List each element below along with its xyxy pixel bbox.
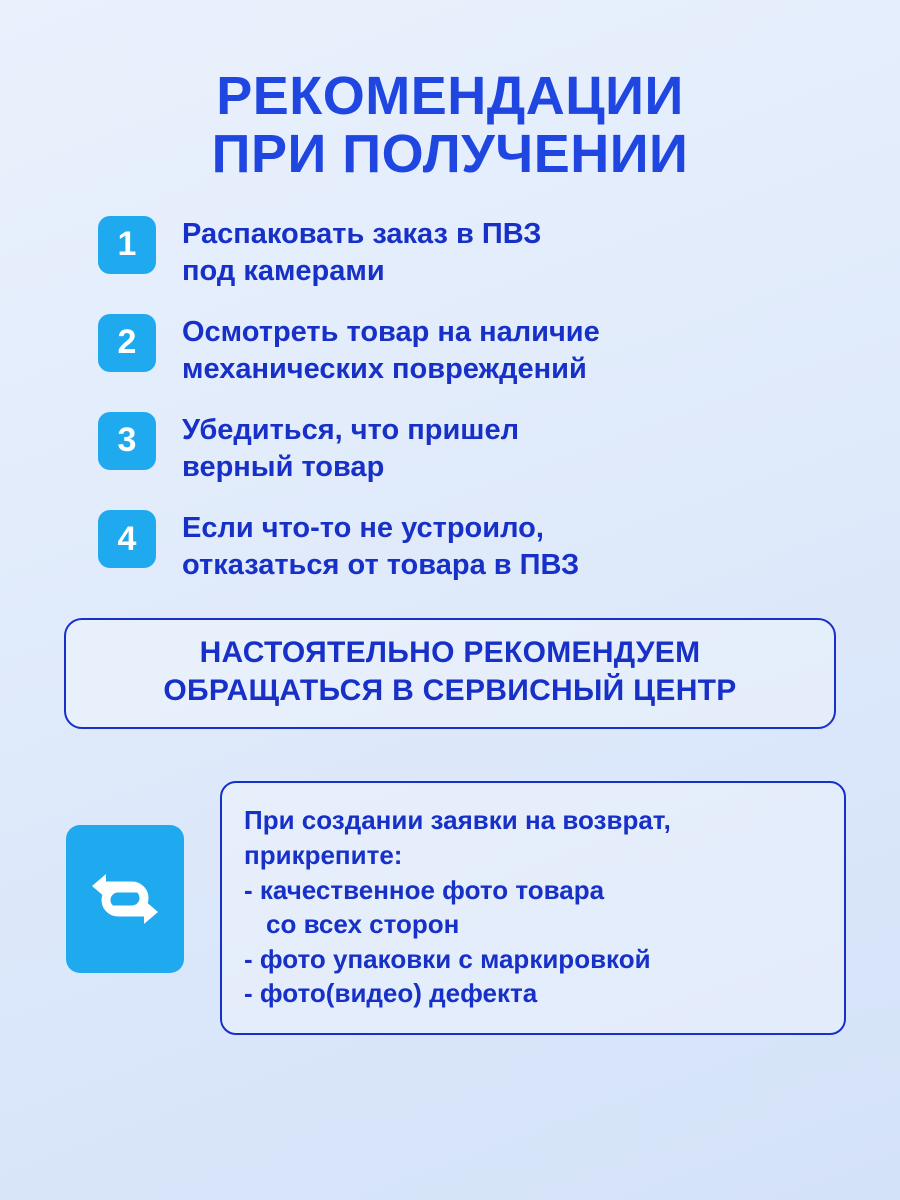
step-text-line-1: Убедиться, что пришел bbox=[182, 413, 519, 446]
page-title-line-2: ПРИ ПОЛУЧЕНИИ bbox=[211, 123, 689, 184]
callout-line-1: НАСТОЯТЕЛЬНО РЕКОМЕНДУЕМ bbox=[199, 636, 701, 670]
service-center-callout bbox=[64, 618, 836, 729]
step-text-line-1: Распаковать заказ в ПВЗ bbox=[182, 217, 542, 250]
step-text bbox=[182, 410, 519, 486]
list-item bbox=[98, 508, 854, 584]
step-text-line-1: Осмотреть товар на наличие bbox=[182, 315, 600, 348]
note-line-3: - качественное фото товара bbox=[244, 874, 605, 905]
step-text-line-2: под камерами bbox=[182, 254, 385, 287]
note-line-5: - фото упаковки с маркировкой bbox=[244, 943, 651, 974]
return-arrows-icon bbox=[66, 825, 184, 973]
note-line-6: - фото(видео) дефекта bbox=[244, 978, 538, 1009]
step-number-badge: 2 bbox=[98, 314, 156, 372]
page-title bbox=[36, 68, 864, 184]
note-line-1: При создании заявки на возврат, bbox=[244, 805, 671, 836]
step-number-badge: 4 bbox=[98, 510, 156, 568]
step-number-badge: 1 bbox=[98, 216, 156, 274]
step-text-line-2: отказаться от товара в ПВЗ bbox=[182, 549, 580, 582]
note-line-2: прикрепите: bbox=[244, 839, 403, 870]
callout-line-2: ОБРАЩАТЬСЯ В СЕРВИСНЫЙ ЦЕНТР bbox=[163, 673, 737, 707]
step-text bbox=[182, 312, 600, 388]
step-text bbox=[182, 214, 541, 290]
steps-list bbox=[36, 214, 864, 585]
return-section bbox=[66, 781, 846, 1034]
list-item bbox=[98, 410, 854, 486]
list-item bbox=[98, 312, 854, 388]
step-text bbox=[182, 508, 579, 584]
step-text-line-1: Если что-то не устроило, bbox=[182, 512, 544, 545]
return-note bbox=[220, 781, 846, 1034]
list-item bbox=[98, 214, 854, 290]
step-number-badge: 3 bbox=[98, 412, 156, 470]
step-text-line-2: верный товар bbox=[182, 451, 385, 484]
note-line-4: со всех сторон bbox=[266, 909, 460, 940]
page-title-line-1: РЕКОМЕНДАЦИИ bbox=[216, 66, 684, 126]
step-text-line-2: механических повреждений bbox=[182, 352, 587, 385]
